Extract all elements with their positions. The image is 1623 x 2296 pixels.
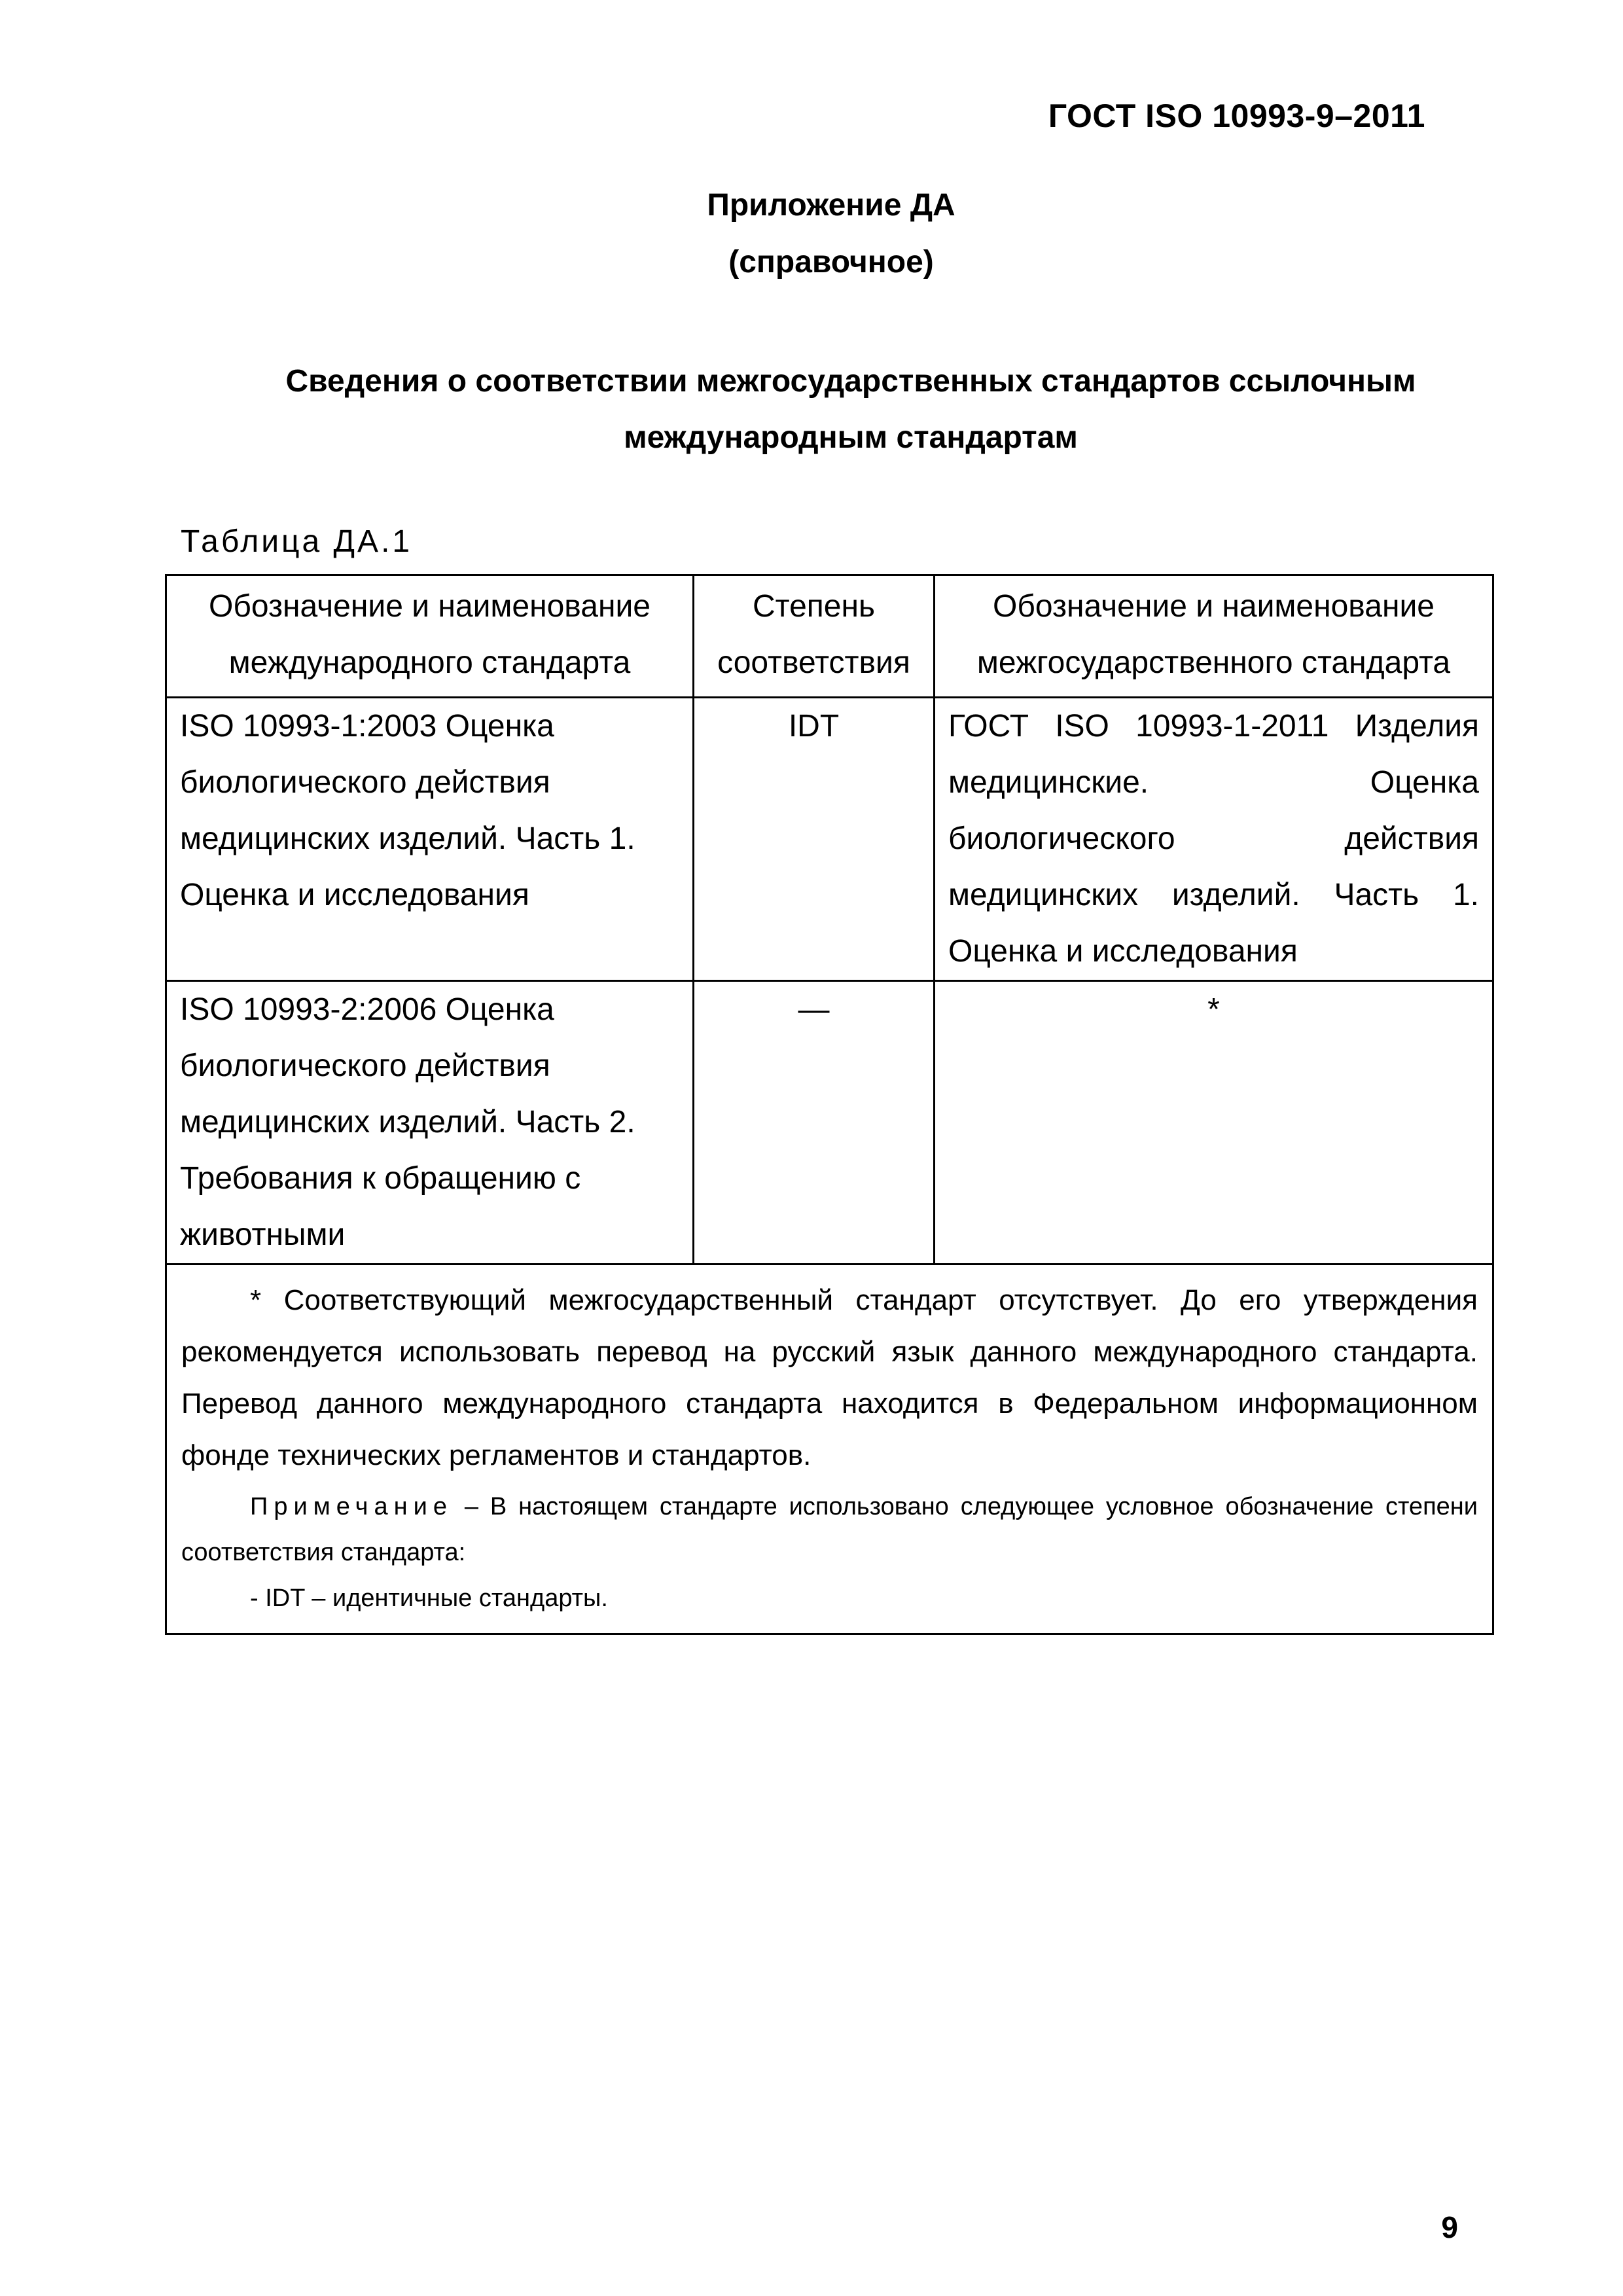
header-international-standard: Обозначение и наименование международного стандарта [166,575,694,698]
note-text: – В настоящем стандарте использовано следующее условное обозначение степени соответствия стандарта: [181,1493,1478,1566]
table-footnote-cell [166,1265,1493,1634]
appendix-subtitle: (справочное) [728,245,934,279]
standards-correspondence-table [165,574,1494,1635]
table-row [166,981,1493,1265]
table-footer-row [166,1265,1493,1634]
header-interstate-standard: Обозначение и наименование межгосударственного стандарта [935,575,1493,698]
note-paragraph [181,1484,1478,1575]
table-caption: Таблица ДА.1 [181,524,413,559]
footnote-text: * Соответствующий межгосударственный стандарт отсутствует. До его утверждения рекомендуется использовать перевод на русский язык данного международного стандарта. Перевод данного международного стандарта находится в Федеральном информационном фонде технических регламентов и стандартов. [181,1284,1478,1471]
document-code: ГОСТ ISO 10993-9–2011 [1048,98,1425,134]
row2-international-text: ISO 10993-2:2006 Оценка биологического действия медицинских изделий. Часть 2. Требования к обращению с животными [180,992,635,1252]
table-row [166,698,1493,981]
page-number: 9 [1441,2210,1458,2244]
appendix-title: Приложение ДА [707,188,955,223]
row1-degree: IDT [694,698,935,981]
note-label: Примечание [250,1493,453,1520]
row2-degree: — [694,981,935,1265]
row1-international-text: ISO 10993-1:2003 Оценка биологического действия медицинских изделий. Часть 1. Оценка и исследования [180,709,635,912]
note-item: - IDT – идентичные стандарты. [250,1585,608,1612]
row1-international-standard [166,698,694,981]
row2-international-standard [166,981,694,1265]
table-header-row [166,575,1493,698]
row1-interstate-standard: ГОСТ ISO 10993-1-2011 Изделия медицинские. Оценка биологического действия медицинских изделий. Часть 1. Оценка и исследования [935,698,1493,981]
header-degree-of-correspondence: Степень соответствия [694,575,935,698]
row2-interstate-standard: * [935,981,1493,1265]
section-heading: Сведения о соответствии межгосударственных стандартов ссылочным международным стандартам [285,364,1416,455]
